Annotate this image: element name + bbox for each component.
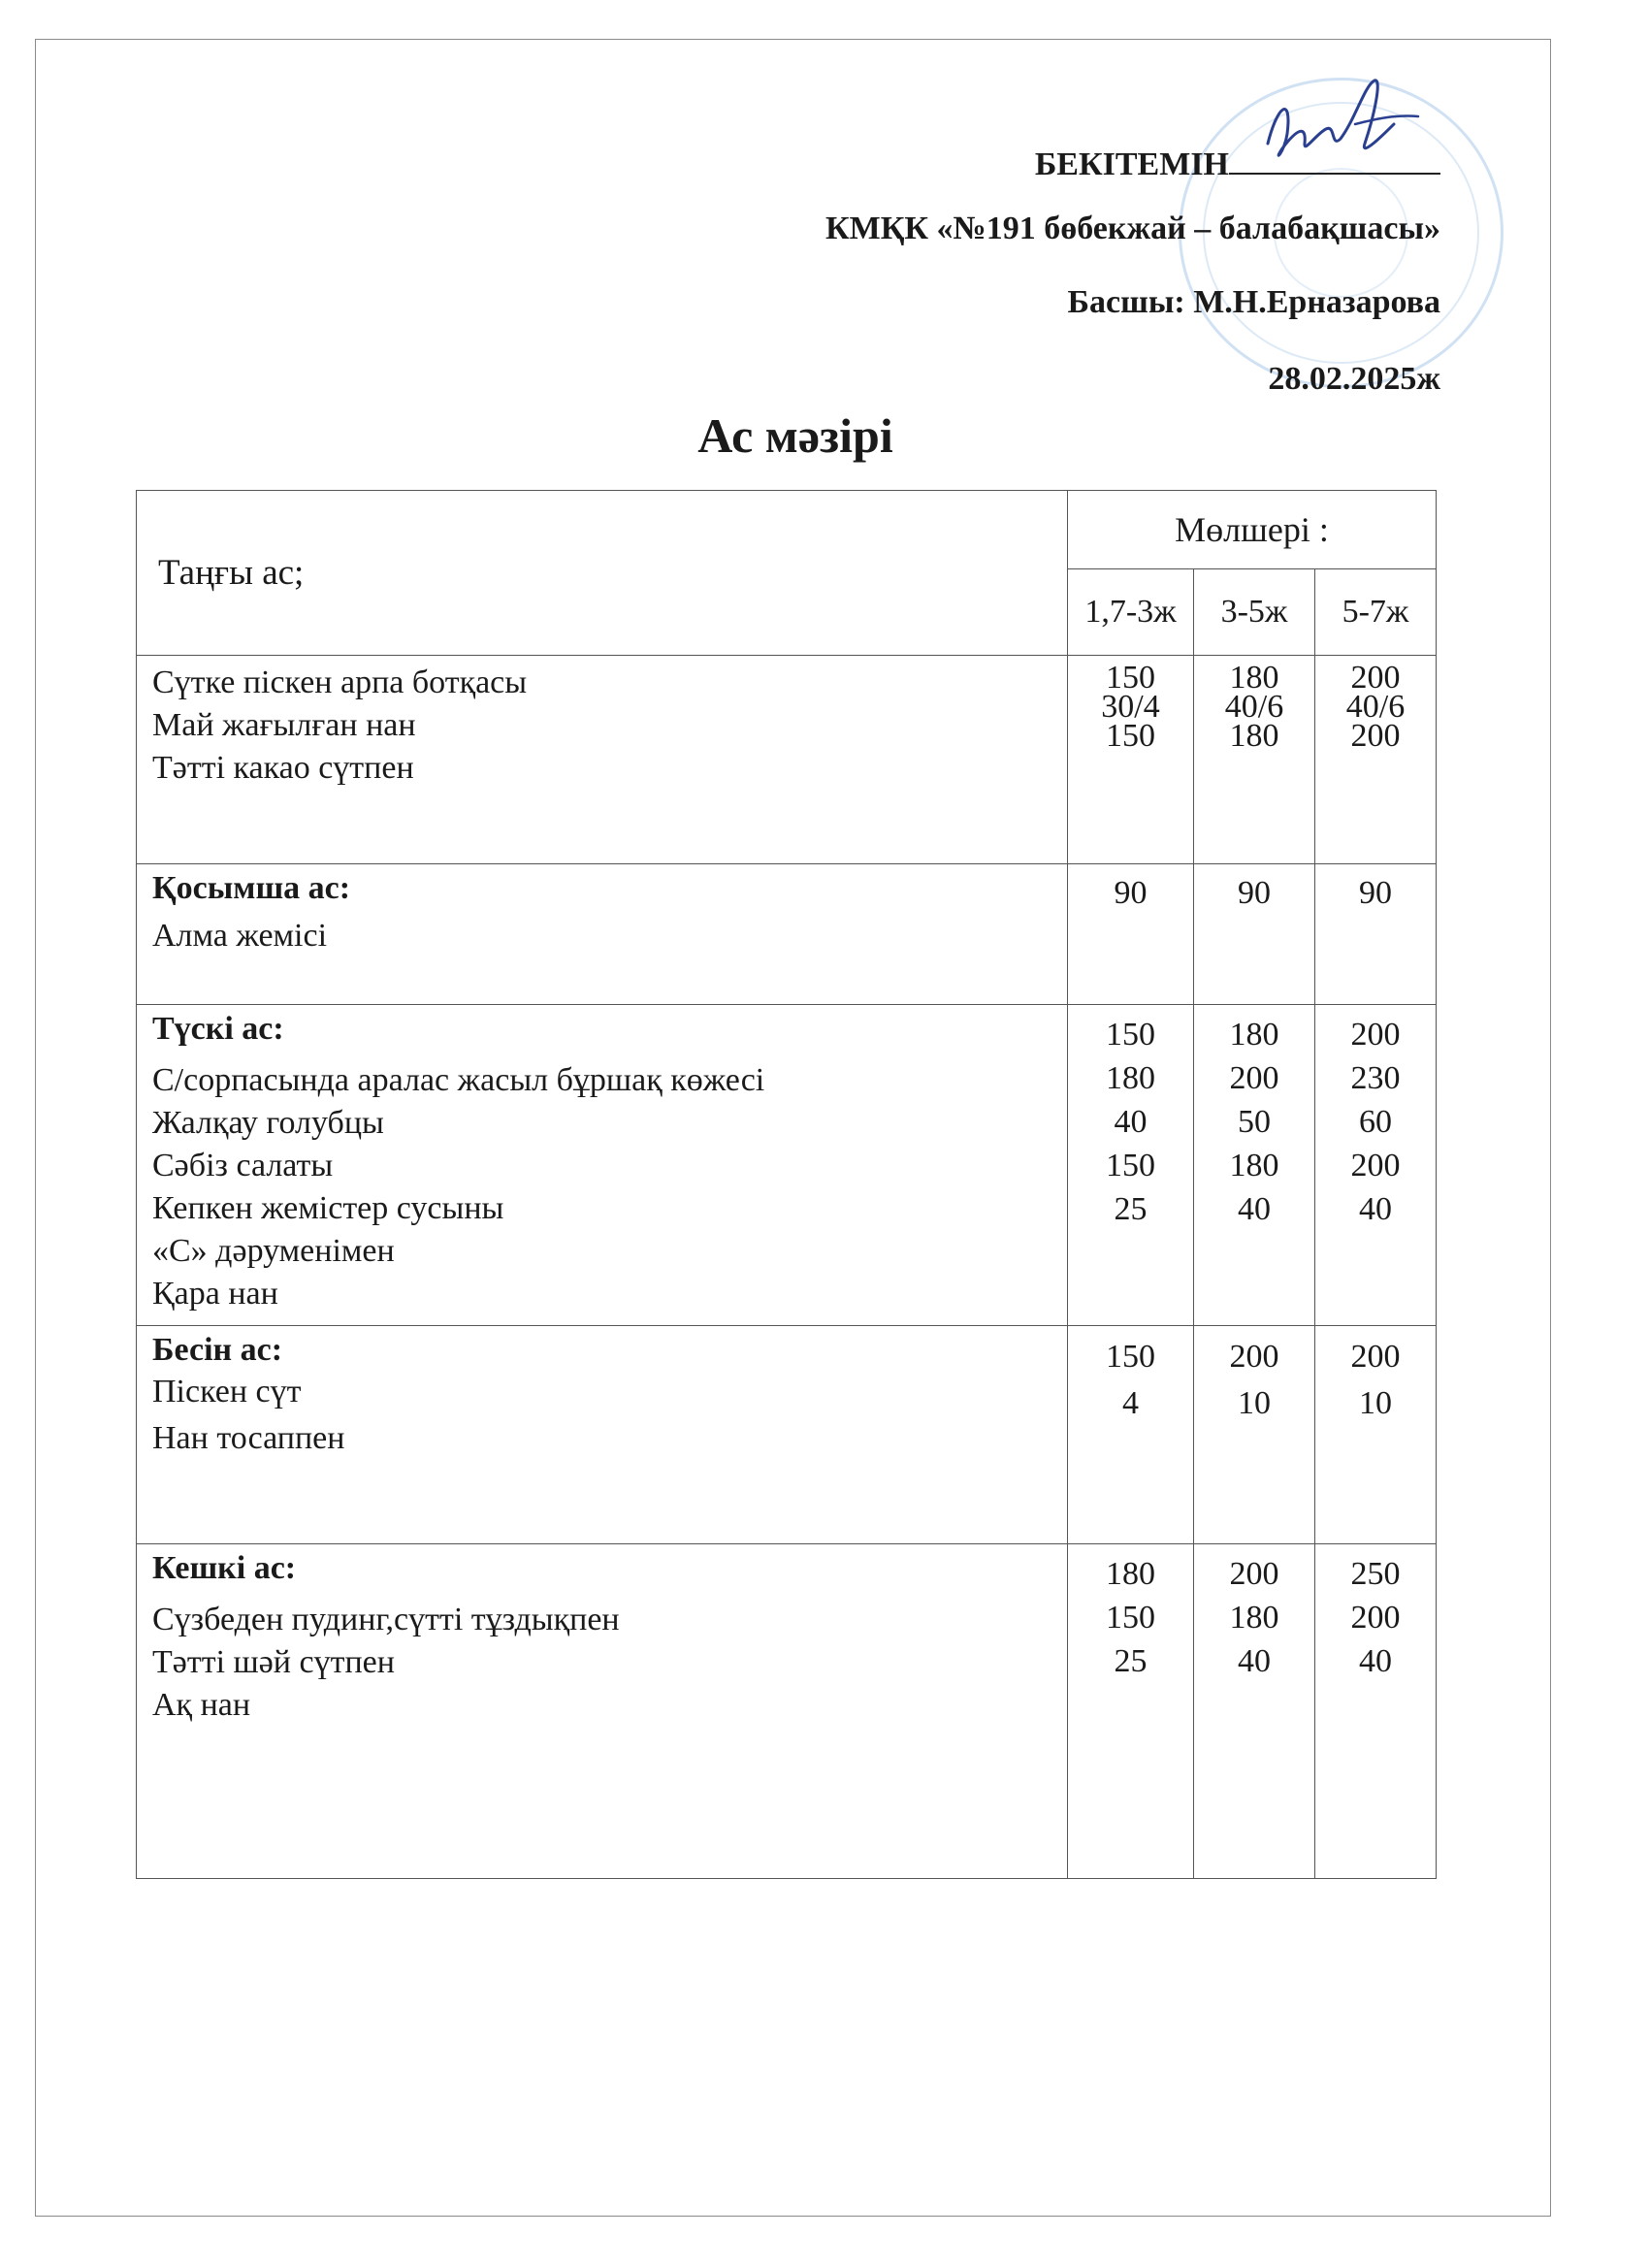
dish-name: Тәтті шәй сүтпен — [152, 1644, 395, 1680]
quantity-value: 50 — [1238, 1104, 1271, 1140]
quantity-cell-age-3 — [1315, 1005, 1437, 1326]
dish-name: Тәтті какао сүтпен — [152, 750, 414, 786]
approve-word: БЕКІТЕМІН — [1034, 146, 1229, 182]
quantity-cell-age-2 — [1194, 1544, 1315, 1879]
quantity-value: 200 — [1229, 1060, 1279, 1096]
dish-names-cell — [137, 656, 1068, 864]
dish-list — [152, 1059, 1053, 1315]
quantity-value: 200 — [1350, 660, 1401, 696]
quantity-value: 4 — [1122, 1385, 1139, 1421]
quantity-cell-age-1 — [1068, 1544, 1194, 1879]
quantity-cell-age-2 — [1194, 864, 1315, 1005]
quantity-value: 10 — [1359, 1385, 1393, 1421]
section-label: Қосымша ас: — [152, 870, 351, 906]
quantity-cell-age-1 — [1068, 864, 1194, 1005]
dish-name: Алма жемісі — [152, 918, 328, 954]
quantity-value: 40 — [1114, 1104, 1148, 1140]
quantity-value: 180 — [1229, 1017, 1279, 1053]
quantity-value: 150 — [1106, 1600, 1155, 1636]
quantity-value: 150 — [1106, 718, 1155, 754]
dish-name: Қара нан — [152, 1276, 278, 1312]
dish-name: Май жағылған нан — [152, 707, 416, 743]
dish-names-cell — [137, 864, 1068, 1005]
dish-name: Сәбіз салаты — [152, 1148, 334, 1183]
quantity-value: 40 — [1238, 1191, 1271, 1227]
quantity-value: 180 — [1229, 1148, 1279, 1183]
dish-name: Ақ нан — [152, 1687, 251, 1723]
quantity-value: 230 — [1350, 1060, 1401, 1096]
quantity-value: 180 — [1106, 1060, 1155, 1096]
dish-names-cell — [137, 1005, 1068, 1326]
age-group-2: 3-5ж — [1194, 569, 1315, 656]
dish-name: «С» дәруменімен — [152, 1233, 395, 1269]
quantity-value: 25 — [1114, 1191, 1148, 1227]
dish-name: Нан тосаппен — [152, 1420, 345, 1456]
quantity-value: 25 — [1114, 1643, 1148, 1679]
quantity-value: 40/6 — [1345, 689, 1406, 725]
quantity-cell-age-2 — [1194, 1005, 1315, 1326]
menu-section-row — [137, 1326, 1437, 1544]
quantity-value: 200 — [1229, 1556, 1279, 1592]
approval-date: 28.02.2025ж — [1268, 361, 1440, 397]
dish-name: Кепкен жемістер сусыны — [152, 1190, 504, 1226]
quantity-cell-age-2 — [1194, 1326, 1315, 1544]
quantity-value: 180 — [1229, 718, 1279, 754]
quantity-header: Мөлшері : — [1068, 491, 1437, 569]
quantity-value: 150 — [1106, 1148, 1155, 1183]
quantity-value: 30/4 — [1101, 689, 1160, 725]
dish-name: Сүтке піскен арпа ботқасы — [152, 664, 528, 700]
quantity-value: 150 — [1106, 1339, 1155, 1375]
quantity-value: 200 — [1350, 718, 1401, 754]
quantity-value: 150 — [1106, 660, 1155, 696]
quantity-value: 60 — [1359, 1104, 1393, 1140]
approval-block — [825, 146, 1440, 396]
age-group-1: 1,7-3ж — [1068, 569, 1194, 656]
quantity-value: 40/6 — [1224, 689, 1284, 725]
quantity-cell-age-1 — [1068, 1005, 1194, 1326]
quantity-value: 180 — [1106, 1556, 1155, 1592]
header-row — [137, 491, 1437, 569]
quantity-value: 200 — [1350, 1339, 1401, 1375]
dish-name: Піскен сүт — [152, 1374, 302, 1409]
dish-list — [152, 1369, 1053, 1462]
quantity-cell-age-3 — [1315, 1326, 1437, 1544]
quantity-cell-age-1 — [1068, 1326, 1194, 1544]
dish-names-cell — [137, 1544, 1068, 1879]
quantity-value: 180 — [1229, 1600, 1279, 1636]
quantity-cell-age-1 — [1068, 656, 1194, 864]
signature — [1248, 76, 1433, 182]
quantity-cell-age-2 — [1194, 656, 1315, 864]
dish-list — [152, 1599, 1053, 1727]
age-group-3: 5-7ж — [1315, 569, 1437, 656]
section-label: Түскі ас: — [152, 1011, 284, 1047]
quantity-value: 10 — [1238, 1385, 1271, 1421]
quantity-value: 40 — [1359, 1191, 1393, 1227]
quantity-value: 90 — [1359, 875, 1393, 911]
quantity-value: 200 — [1350, 1600, 1401, 1636]
signature-line — [1229, 146, 1440, 175]
quantity-value: 90 — [1238, 875, 1271, 911]
dish-name: С/сорпасында аралас жасыл бұршақ көжесі — [152, 1062, 765, 1098]
quantity-cell-age-3 — [1315, 864, 1437, 1005]
quantity-value: 150 — [1106, 1017, 1155, 1053]
quantity-value: 200 — [1350, 1148, 1401, 1183]
dish-name: Жалқау голубцы — [152, 1105, 384, 1141]
quantity-value: 180 — [1229, 660, 1279, 696]
document-title: Ас мәзірі — [697, 408, 893, 463]
menu-section-row — [137, 656, 1437, 864]
dish-list — [152, 662, 1053, 790]
section-label: Бесін ас: — [152, 1332, 283, 1368]
quantity-value: 40 — [1238, 1643, 1271, 1679]
quantity-cell-age-3 — [1315, 656, 1437, 864]
approval-line — [825, 146, 1440, 181]
quantity-value: 200 — [1350, 1017, 1401, 1053]
menu-section-row — [137, 864, 1437, 1005]
dish-name: Сүзбеден пудинг,сүтті тұздықпен — [152, 1602, 620, 1637]
head-name: Басшы: М.Н.Ерназарова — [1067, 284, 1440, 320]
quantity-value: 200 — [1229, 1339, 1279, 1375]
quantity-cell-age-3 — [1315, 1544, 1437, 1879]
dish-names-cell — [137, 1326, 1068, 1544]
quantity-value: 40 — [1359, 1643, 1393, 1679]
quantity-value: 90 — [1114, 875, 1148, 911]
section-label: Кешкі ас: — [152, 1550, 297, 1586]
quantity-value: 250 — [1350, 1556, 1401, 1592]
menu-section-row — [137, 1005, 1437, 1326]
organization-name: КМҚК «№191 бөбекжай – балабақшасы» — [825, 211, 1440, 246]
menu-body — [137, 656, 1437, 1879]
dish-list — [152, 915, 1053, 957]
menu-section-row — [137, 1544, 1437, 1879]
breakfast-header: Таңғы ас; — [137, 491, 1068, 656]
menu-table — [136, 490, 1437, 1879]
